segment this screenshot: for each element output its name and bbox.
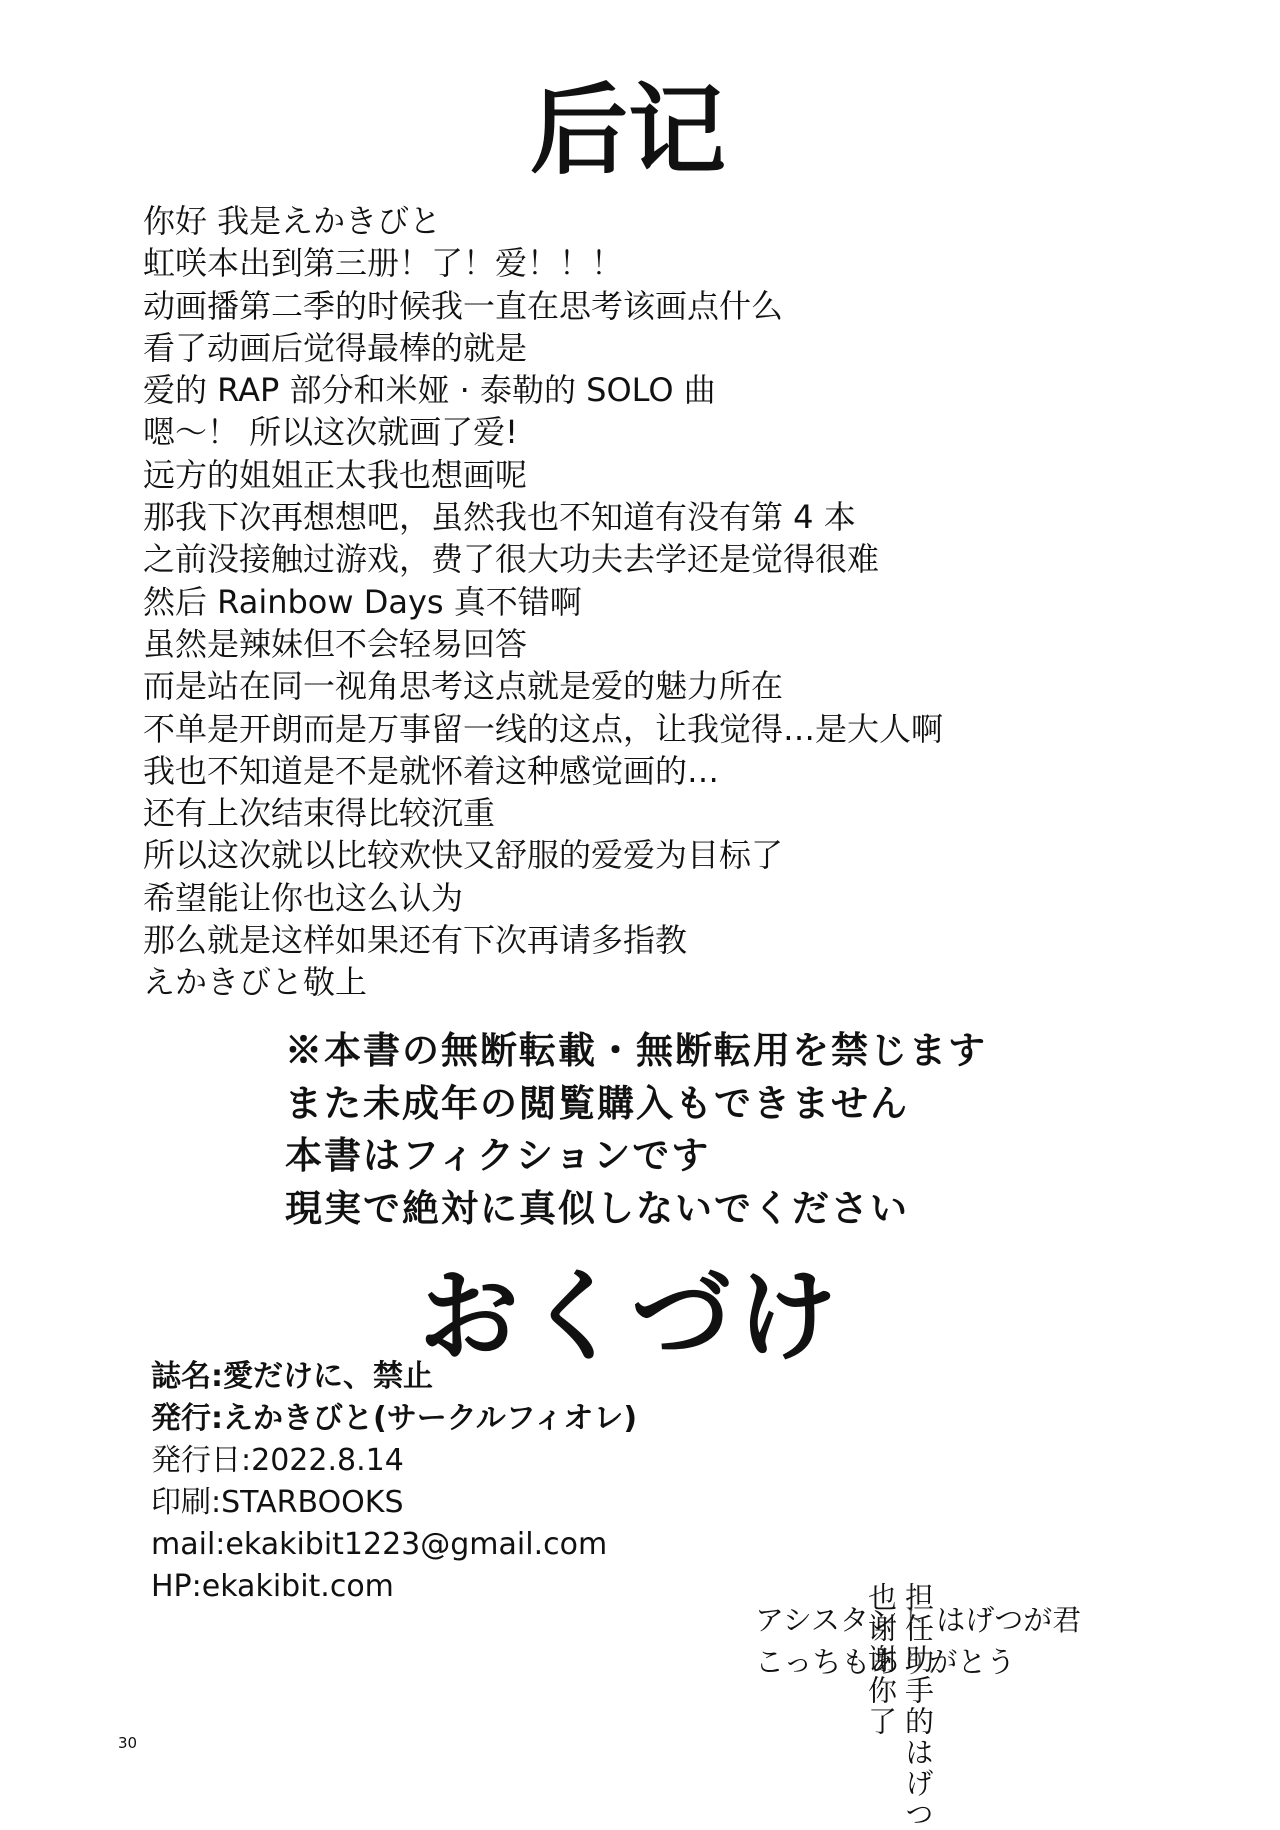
colophon-publisher: 発行:えかきびと(サークルフィオレ) xyxy=(151,1401,638,1436)
body-line: 动画播第二季的时候我一直在思考该画点什么 xyxy=(143,286,784,325)
body-line: 虹咲本出到第三册！了！爱！！！ xyxy=(143,244,624,283)
body-line: 所以这次就以比较欢快又舒服的爱爱为目标了 xyxy=(143,836,784,875)
page-title: 后记 xyxy=(529,74,726,188)
body-line: 爱的 RAP 部分和米娅 · 泰勒的 SOLO 曲 xyxy=(143,371,716,410)
body-line: 嗯～！ 所以这次就画了爱! xyxy=(143,413,519,452)
body-line: 希望能让你也这么认为 xyxy=(143,878,464,917)
credit-vertical-1: 担任助手的はげつ xyxy=(901,1582,935,1830)
colophon-title: 誌名:愛だけに、禁止 xyxy=(151,1359,433,1394)
body-line: 你好 我是えかきびと xyxy=(143,202,442,240)
notice-line: また未成年の閲覧購入もできません xyxy=(285,1080,909,1125)
colophon-date: 発行日:2022.8.14 xyxy=(151,1443,404,1478)
notice-line: 本書はフィクションです xyxy=(285,1133,711,1177)
colophon-printer: 印刷:STARBOOKS xyxy=(151,1485,404,1520)
credit-line-2: こっちもありがとう xyxy=(755,1645,1016,1679)
body-line: 远方的姐姐正太我也想画呢 xyxy=(143,455,528,494)
body-line: 那么就是这样如果还有下次再请多指教 xyxy=(143,921,688,960)
copyright-notice xyxy=(285,1024,987,1234)
notice-line: ※本書の無断転載・無断転用を禁じます xyxy=(285,1028,987,1072)
body-line: 之前没接触过游戏，费了很大功夫去学还是觉得很难 xyxy=(143,540,880,579)
body-line: 我也不知道是不是就怀着这种感觉画的… xyxy=(143,751,720,790)
body-line: 不单是开朗而是万事留一线的这点，让我觉得…是大人啊 xyxy=(143,709,944,748)
colophon-mail: mail:ekakibit1223@gmail.com xyxy=(151,1527,608,1562)
body-line: 那我下次再想想吧，虽然我也不知道有没有第 4 本 xyxy=(143,498,856,537)
body-line: 看了动画后觉得最棒的就是 xyxy=(143,328,528,367)
credit-vertical-2: 也谢谢你了 xyxy=(864,1582,898,1737)
body-line: えかきびと敬上 xyxy=(143,963,368,1002)
colophon-heading: おくづけ xyxy=(419,1257,843,1375)
body-line: 虽然是辣妹但不会轻易回答 xyxy=(143,624,528,663)
colophon-homepage: HP:ekakibit.com xyxy=(151,1569,394,1604)
body-line: 然后 Rainbow Days 真不错啊 xyxy=(143,582,582,621)
colophon xyxy=(151,1356,637,1608)
body-line: 还有上次结束得比较沉重 xyxy=(143,794,496,833)
page-number: 30 xyxy=(118,1734,138,1752)
afterword-body xyxy=(143,200,943,1004)
credit-line-1: アシスタント はげつが君 xyxy=(755,1603,1082,1637)
notice-line: 現実で絶対に真似しないでください xyxy=(285,1185,909,1230)
body-line: 而是站在同一视角思考这点就是爱的魅力所在 xyxy=(143,667,784,706)
